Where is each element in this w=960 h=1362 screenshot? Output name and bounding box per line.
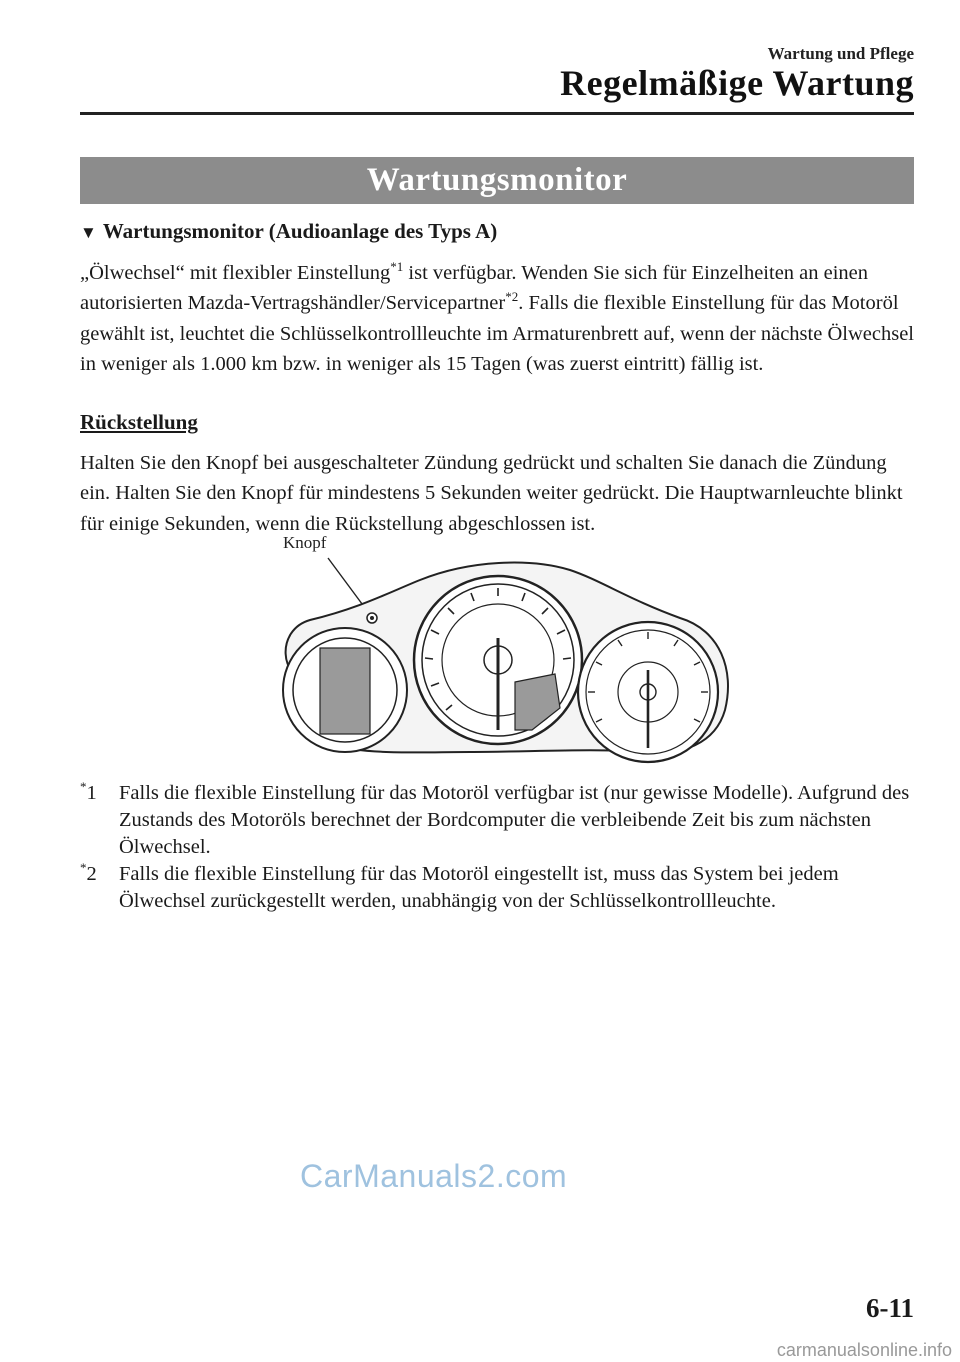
footnote-2-number: 2 [86, 863, 97, 885]
center-gauge [414, 576, 582, 744]
left-gauge [283, 628, 407, 752]
footnote-2 [80, 861, 930, 915]
footnote-2-text: Falls die flexible Einstellung für das Motoröl eingestellt ist, muss das System bei jedem Ölwechsel zurückgestellt werden, unabhängig von der Schlüsselkontrollleuchte. [119, 863, 839, 912]
footnote-ref-2: *2 [505, 289, 519, 305]
footnote-1-text: Falls die flexible Einstellung für das Motoröl verfügbar ist (nur gewisse Modelle). Aufgrund des Zustands des Motoröls berechnet der Bordcomputer die verbleibende Zeit bis zum nächsten Ölwechsel. [119, 782, 910, 858]
instrument-cluster-illustration [270, 530, 740, 770]
header-divider [80, 112, 914, 115]
intro-text-1: „Ölwechsel“ mit flexibler Einstellung [80, 262, 391, 284]
page-number: 6-11 [865, 1293, 914, 1323]
footnote-2-asterisk: * [80, 860, 87, 875]
watermark-link[interactable]: CarManuals2.com [300, 1158, 568, 1194]
site-watermark[interactable]: carmanualsonline.info [776, 1340, 952, 1360]
footnote-1-mark [80, 780, 97, 807]
footnote-2-mark [80, 861, 97, 888]
triangle-down-icon: ▼ [80, 223, 97, 242]
right-gauge [578, 622, 718, 762]
intro-text-3: . Falls die flexible Einstellung für das Motoröl gewählt ist, leuchtet die Schlüsselkontrollleuchte im Armaturenbrett auf, wenn der nächste Ölwechsel in weniger als 1.000 km bzw. in weniger als 15 Tagen (was zuerst eintritt) fällig ist. [80, 292, 914, 376]
footnote-1 [80, 780, 930, 861]
section-banner: Wartungsmonitor [80, 157, 914, 204]
knopf-label: Knopf [283, 533, 327, 552]
footnote-1-number: 1 [86, 782, 97, 804]
reset-paragraph: Halten Sie den Knopf bei ausgeschalteter Zündung gedrückt und schalten Sie danach die Zündung ein. Halten Sie den Knopf für mindestens 5 Sekunden weiter gedrückt. Die Hauptwarnleuchte blinkt für einige Sekunden, wenn die Rückstellung abgeschlossen ist. [80, 452, 903, 535]
chapter-title: Regelmäßige Wartung [560, 63, 914, 103]
intro-text-2: ist verfügbar. Wenden Sie sich für Einzelheiten an einen autorisierten Mazda-Vertragshändler/Servicepartner [80, 262, 869, 315]
subheading [80, 219, 497, 244]
intro-paragraph [80, 258, 920, 380]
subheading-text: Wartungsmonitor (Audioanlage des Typs A) [102, 219, 498, 243]
reset-heading: Rückstellung [80, 410, 198, 434]
footnote-1-asterisk: * [80, 779, 87, 794]
section-title: Wartung und Pflege [767, 44, 914, 63]
footnote-ref-1: *1 [390, 259, 404, 274]
